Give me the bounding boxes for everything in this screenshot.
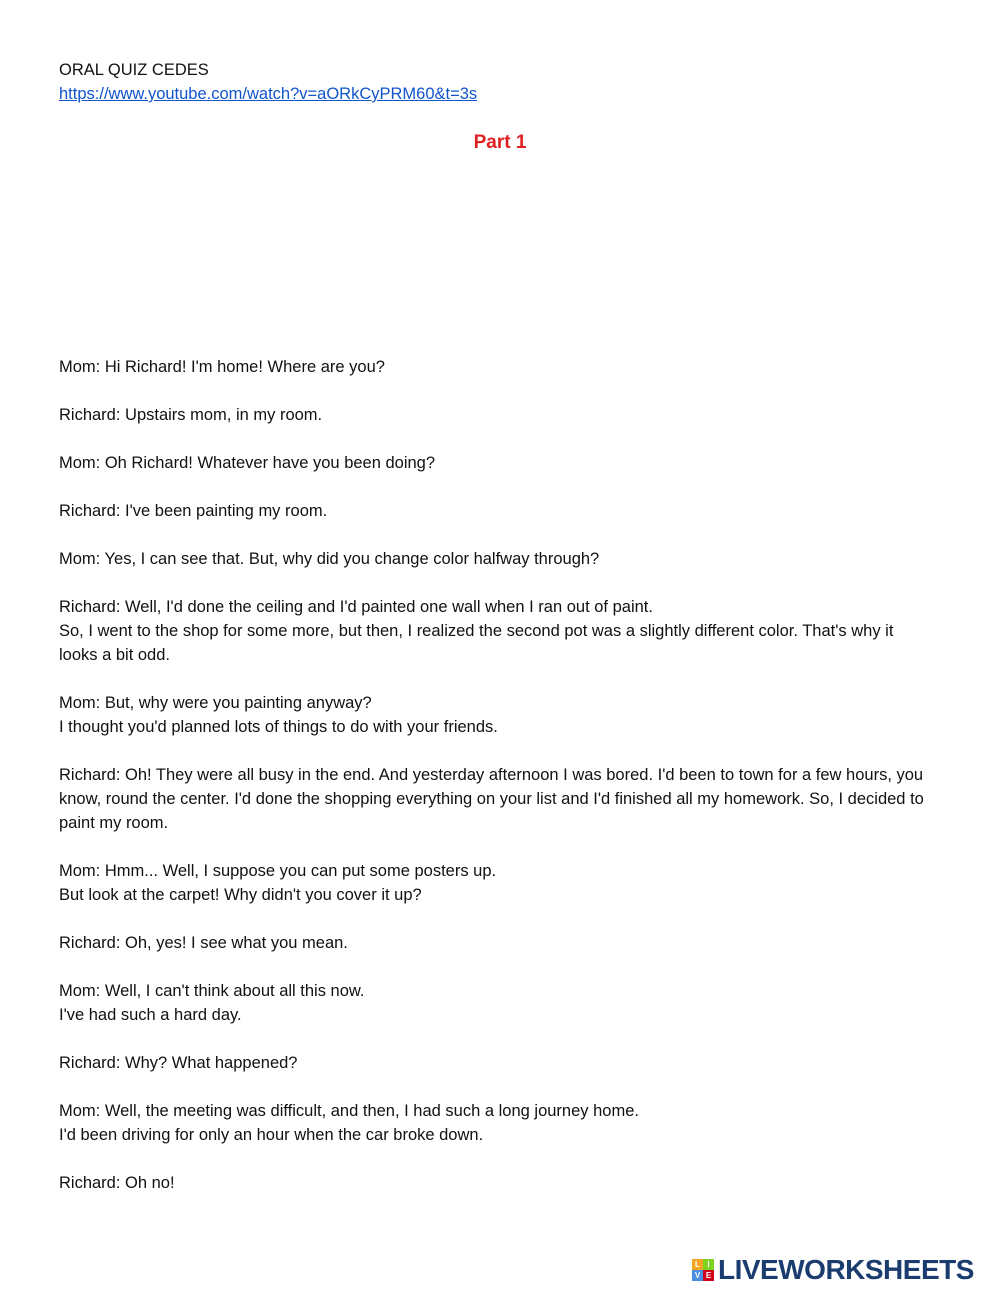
liveworksheets-logo <box>692 1255 974 1285</box>
dialogue-line: Richard: Well, I'd done the ceiling and I'd painted one wall when I ran out of paint. <box>59 598 653 616</box>
dialogue-line: Mom: Hmm... Well, I suppose you can put some posters up. <box>59 862 497 880</box>
dialogue-turn <box>59 499 929 523</box>
dialogue-line: Mom: But, why were you painting anyway? <box>59 694 372 712</box>
dialogue-turn <box>59 403 929 427</box>
dialogue-turn <box>59 1171 929 1195</box>
logo-tile: E <box>703 1270 714 1281</box>
dialogue-turn <box>59 595 929 667</box>
dialogue-line: Richard: Oh no! <box>59 1174 175 1192</box>
dialogue-line: Richard: Oh, yes! I see what you mean. <box>59 934 348 952</box>
dialogue-line: I'd been driving for only an hour when the car broke down. <box>59 1126 484 1144</box>
logo-tile: I <box>703 1259 714 1270</box>
dialogue-line: Mom: Hi Richard! I'm home! Where are you? <box>59 358 385 376</box>
dialogue-line: Mom: Yes, I can see that. But, why did you change color halfway through? <box>59 550 600 568</box>
dialogue-line: Richard: I've been painting my room. <box>59 502 328 520</box>
dialogue-turn <box>59 1051 929 1075</box>
dialogue-line: I thought you'd planned lots of things to do with your friends. <box>59 718 498 736</box>
dialogue-line: I've had such a hard day. <box>59 1006 242 1024</box>
dialogue-turn <box>59 859 929 907</box>
dialogue-turn <box>59 931 929 955</box>
dialogue-line: So, I went to the shop for some more, but then, I realized the second pot was a slightly different color. That's why it looks a bit odd. <box>59 622 894 664</box>
part-heading: Part 1 <box>473 132 527 153</box>
dialogue-line: Mom: Oh Richard! Whatever have you been doing? <box>59 454 436 472</box>
youtube-link[interactable]: https://www.youtube.com/watch?v=aORkCyPRM60&t=3s <box>59 85 478 103</box>
logo-text: LIVEWORKSHEETS <box>718 1254 974 1285</box>
document-title: ORAL QUIZ CEDES <box>59 61 209 79</box>
dialogue-turn <box>59 979 929 1027</box>
logo-tile: L <box>692 1259 703 1270</box>
liveworksheets-logo-icon <box>692 1259 714 1281</box>
dialogue-line: Mom: Well, the meeting was difficult, and then, I had such a long journey home. <box>59 1102 639 1120</box>
dialogue-line: Richard: Why? What happened? <box>59 1054 298 1072</box>
dialogue-turn <box>59 763 929 835</box>
dialogue-line: But look at the carpet! Why didn't you cover it up? <box>59 886 422 904</box>
dialogue-line: Mom: Well, I can't think about all this now. <box>59 982 365 1000</box>
dialogue-turn <box>59 451 929 475</box>
logo-tile: V <box>692 1270 703 1281</box>
dialogue-turn <box>59 547 929 571</box>
dialogue-turn <box>59 1099 929 1147</box>
dialogue-transcript <box>59 355 929 1219</box>
dialogue-line: Richard: Upstairs mom, in my room. <box>59 406 323 424</box>
dialogue-line: Richard: Oh! They were all busy in the end. And yesterday afternoon I was bored. I'd been to town for a few hours, you know, round the center. I'd done the shopping everything on your list and I'd finished all my homework. So, I decided to paint my room. <box>59 766 924 832</box>
dialogue-turn <box>59 355 929 379</box>
dialogue-turn <box>59 691 929 739</box>
